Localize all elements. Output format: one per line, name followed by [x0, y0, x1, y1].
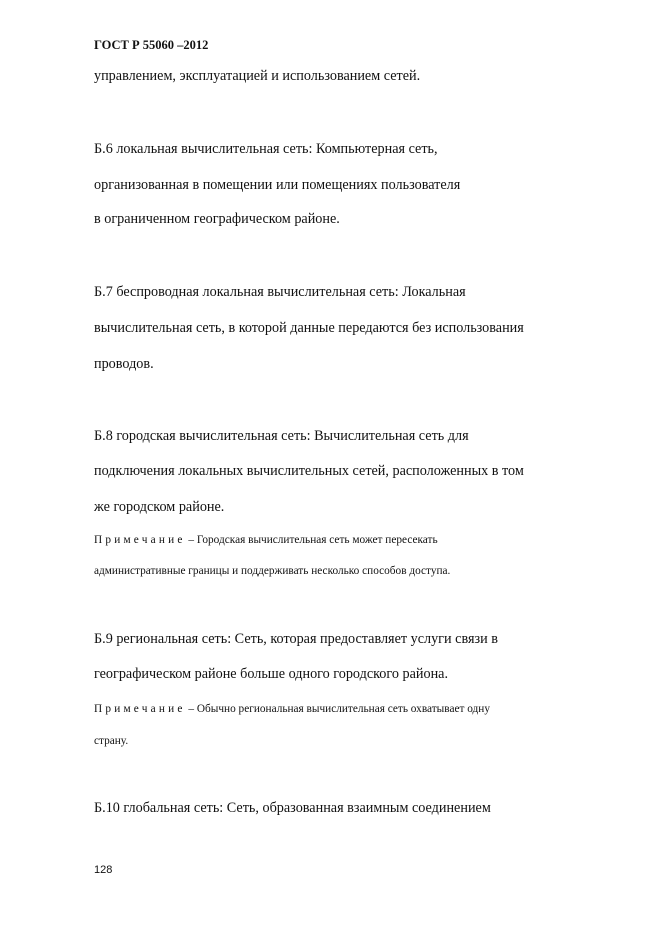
term-b7-line: Б.7 беспроводная локальная вычислительная сеть: Локальная [94, 284, 466, 300]
body-line: вычислительная сеть, в которой данные передаются без использования [94, 320, 524, 336]
note-2 [94, 701, 490, 717]
body-line: географическом районе больше одного городского района. [94, 666, 449, 682]
note-2-continuation: страну. [94, 735, 129, 747]
body-line: подключения локальных вычислительных сетей, расположенных в том [94, 463, 524, 479]
note-1-continuation: административные границы и поддерживать несколько способов доступа. [94, 565, 451, 577]
note-label: Примечание [94, 534, 186, 546]
term-b9-line: Б.9 региональная сеть: Сеть, которая предоставляет услуги связи в [94, 631, 498, 647]
body-line: проводов. [94, 356, 154, 372]
body-line: управлением, эксплуатацией и использованием сетей. [94, 68, 421, 84]
note-label: Примечание [94, 703, 186, 715]
standard-header: ГОСТ Р 55060 –2012 [94, 38, 209, 52]
note-text: – Обычно региональная вычислительная сеть охватывает одну [185, 703, 490, 715]
note-1 [94, 532, 438, 548]
body-line: же городском районе. [94, 499, 225, 515]
body-line: организованная в помещении или помещениях пользователя [94, 177, 461, 193]
term-b8-line: Б.8 городская вычислительная сеть: Вычислительная сеть для [94, 428, 469, 444]
term-b6-line: Б.6 локальная вычислительная сеть: Компьютерная сеть, [94, 141, 438, 157]
note-text: – Городская вычислительная сеть может пересекать [185, 534, 438, 546]
term-b10-line: Б.10 глобальная сеть: Сеть, образованная взаимным соединением [94, 800, 491, 816]
page-number: 128 [94, 864, 113, 876]
body-line: в ограниченном географическом районе. [94, 211, 340, 227]
